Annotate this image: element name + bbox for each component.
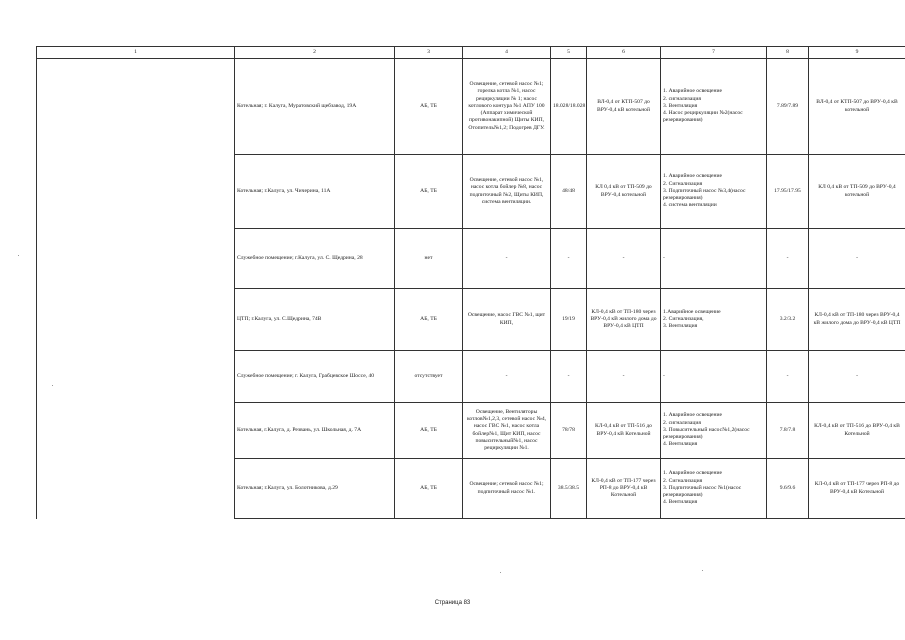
cell-object: Служебное помещение; г.Калуга, ул. С. Щедрина, 28 bbox=[235, 229, 395, 289]
cell-object: ЦТП; г.Калуга, ул. С.Щедрина, 74В bbox=[235, 289, 395, 351]
table-row bbox=[37, 351, 905, 403]
cell-list: 1.Аварийное освещение 2. Сигнализация, 3. Вентиляция bbox=[661, 289, 767, 351]
header-cell-6: 6 bbox=[587, 47, 661, 59]
cell-supply: КЛ-0,4 кВ от ТП-516 до ВРУ-0,4 кВ Котельной bbox=[809, 403, 905, 459]
cell-power: 78/78 bbox=[551, 403, 587, 459]
cell-line: КЛ-0,4 кВ от ТП-516 до ВРУ-0,4 кВ Котельной bbox=[587, 403, 661, 459]
cell-category: АБ, ТБ bbox=[395, 403, 463, 459]
header-cell-9: 9 bbox=[809, 47, 905, 59]
table-row bbox=[37, 59, 905, 155]
cell-reserve: 17.95/17.95 bbox=[767, 155, 809, 229]
scan-speck bbox=[702, 570, 703, 571]
blank-cell bbox=[37, 155, 235, 229]
header-cell-4: 4 bbox=[463, 47, 551, 59]
cell-line: - bbox=[587, 351, 661, 403]
cell-equipment: Освещение; сетевой насос №1; подпиточный насос №1. bbox=[463, 459, 551, 519]
cell-reserve: 7.8/7.8 bbox=[767, 403, 809, 459]
cell-list: - bbox=[661, 351, 767, 403]
scan-speck bbox=[500, 572, 501, 573]
table-row bbox=[37, 289, 905, 351]
blank-cell bbox=[37, 229, 235, 289]
cell-supply: КЛ-0,4 кВ от ТП-177 через РП-8 до ВРУ-0,4 кВ Котельной bbox=[809, 459, 905, 519]
cell-object: Котельная; г.Калуга, ул. Чичерина, 11А bbox=[235, 155, 395, 229]
cell-equipment: Освещение, сетевой насос №1; горелка котла №1, насос рециркуляции № 1; насос котлового контура №1 АПУ 100 (Аппарат химической противонакипной) Щиты КИП, Отопитель№1,2; Подогрев ДГУ. bbox=[463, 59, 551, 155]
cell-reserve: - bbox=[767, 229, 809, 289]
cell-equipment: - bbox=[463, 229, 551, 289]
cell-list: - bbox=[661, 229, 767, 289]
table-row bbox=[37, 459, 905, 519]
table-row bbox=[37, 229, 905, 289]
cell-list: 1. Аварийное освещение 2. сигнализация 3. Вентиляция 4. Насос рециркуляции №2(насос резервирования) bbox=[661, 59, 767, 155]
cell-reserve: 3.2/3.2 bbox=[767, 289, 809, 351]
cell-supply: КЛ-0,4 кВ от ТП-180 через ВРУ-0,4 кВ жилого дома до ВРУ-0,4 кВ ЦТП bbox=[809, 289, 905, 351]
cell-supply: ВЛ-0,4 от КТП-507 до ВРУ-0,4 кВ котельной bbox=[809, 59, 905, 155]
scan-speck bbox=[52, 385, 53, 386]
header-cell-5: 5 bbox=[551, 47, 587, 59]
blank-cell bbox=[37, 459, 235, 519]
cell-power: 19/19 bbox=[551, 289, 587, 351]
cell-category: АБ, ТБ bbox=[395, 155, 463, 229]
cell-object: Котельная; г.Калуга, ул. Болотникова, д.29 bbox=[235, 459, 395, 519]
blank-cell bbox=[37, 59, 235, 155]
cell-object: Котельная; г. Калуга, Муратовский щебзавод, 19А bbox=[235, 59, 395, 155]
header-cell-2: 2 bbox=[235, 47, 395, 59]
header-row bbox=[37, 47, 905, 59]
cell-equipment: Освещение, насос ГВС №1, щит КИП, bbox=[463, 289, 551, 351]
cell-category: АБ, ТБ bbox=[395, 59, 463, 155]
cell-power: - bbox=[551, 351, 587, 403]
cell-category: АБ, ТБ bbox=[395, 289, 463, 351]
scan-speck bbox=[18, 255, 19, 256]
cell-list: 1. Аварийное освещение 2. сигнализация 3. Повысительный насос№1,2(насос резервирования) 4. Вентиляция bbox=[661, 403, 767, 459]
cell-list: 1. Аварийное освещение 2. Сигнализация 3. Подпиточный насос №3,4(насос резервирования) 4. система вентиляции bbox=[661, 155, 767, 229]
cell-equipment: Освещение, Вентиляторы котлов№1,2,3, сетевой насос №4, насос ГВС №1, насос котла бойлер№1, Щит КИП, насос повысительный№1, насос рециркуляции №1. bbox=[463, 403, 551, 459]
page-number: Страница 83 bbox=[434, 600, 471, 606]
cell-object: Котельная, г.Калуга, д. Резвань, ул. Школьная, д. 7А bbox=[235, 403, 395, 459]
cell-reserve: 7.89/7.89 bbox=[767, 59, 809, 155]
cell-power: 48/48 bbox=[551, 155, 587, 229]
cell-power: 18.028/18.028 bbox=[551, 59, 587, 155]
blank-cell bbox=[37, 289, 235, 351]
cell-line: КЛ-0,4 кВ от ТП-180 через ВРУ-0,4 кВ жилого дома до ВРУ-0,4 кВ ЦТП bbox=[587, 289, 661, 351]
cell-line: КЛ 0,4 кВ от ТП-509 до ВРУ-0,4 котельной bbox=[587, 155, 661, 229]
header-cell-3: 3 bbox=[395, 47, 463, 59]
cell-supply: - bbox=[809, 351, 905, 403]
cell-line: ВЛ-0,4 от КТП-507 до ВРУ-0,4 кВ котельной bbox=[587, 59, 661, 155]
cell-object: Служебное помещение; г. Калуга, Грабцевское Шоссе, 40 bbox=[235, 351, 395, 403]
cell-power: 38.5/38.5 bbox=[551, 459, 587, 519]
table-row bbox=[37, 403, 905, 459]
header-cell-8: 8 bbox=[767, 47, 809, 59]
cell-equipment: - bbox=[463, 351, 551, 403]
cell-reserve: - bbox=[767, 351, 809, 403]
header-cell-1: 1 bbox=[37, 47, 235, 59]
cell-supply: - bbox=[809, 229, 905, 289]
cell-list: 1. Аварийное освещение 2. Сигнализация 3. Подпиточный насос №1(насос резервирования) 4. Вентиляция bbox=[661, 459, 767, 519]
cell-supply: КЛ 0,4 кВ от ТП-509 до ВРУ-0,4 котельной bbox=[809, 155, 905, 229]
cell-line: - bbox=[587, 229, 661, 289]
table-row bbox=[37, 155, 905, 229]
cell-power: - bbox=[551, 229, 587, 289]
cell-equipment: Освещение, сетевой насос №1, насос котла бойлер №8, насос подпиточный №2, Щиты КИП, система вентиляции. bbox=[463, 155, 551, 229]
blank-cell bbox=[37, 351, 235, 403]
cell-reserve: 9.6/9.6 bbox=[767, 459, 809, 519]
cell-category: отсутствует bbox=[395, 351, 463, 403]
blank-cell bbox=[37, 403, 235, 459]
cell-category: АБ, ТБ bbox=[395, 459, 463, 519]
cell-line: КЛ-0,4 кВ от ТП-177 через РП-8 до ВРУ-0,4 кВ Котельной bbox=[587, 459, 661, 519]
data-table bbox=[36, 46, 905, 519]
cell-category: нет bbox=[395, 229, 463, 289]
header-cell-7: 7 bbox=[661, 47, 767, 59]
